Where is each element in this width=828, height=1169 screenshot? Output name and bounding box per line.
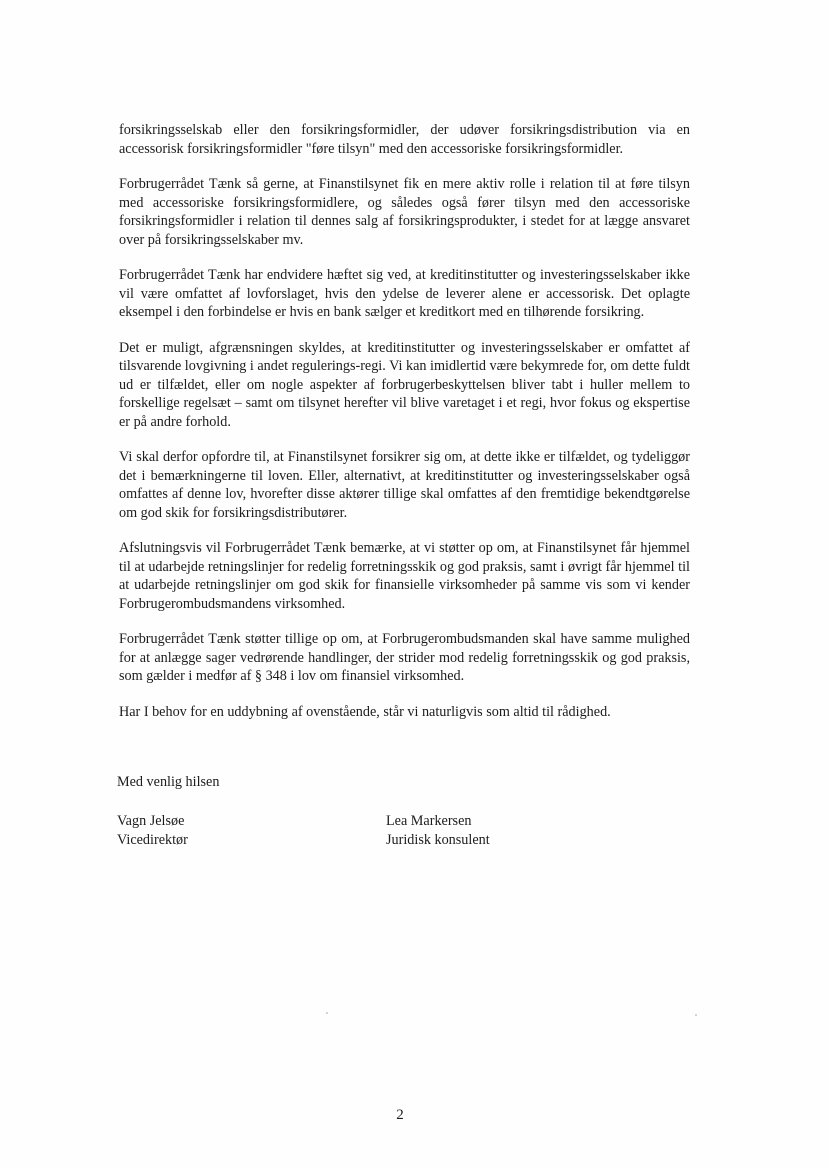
paragraph: Forbrugerrådet Tænk støtter tillige op om, at Forbrugerombudsmanden skal have samme mulighed for at anlægge sager vedrørende handlinger, der strider mod redelig forretningsskik og god praksis, som gælder i medfør af § 348 i lov om finansiel virksomhed. — [119, 631, 690, 684]
signatory-name: Lea Markersen — [386, 813, 472, 829]
paragraph: Afslutningsvis vil Forbrugerrådet Tænk bemærke, at vi støtter op om, at Finanstilsynet får hjemmel til at udarbejde retningslinjer for redelig forretningsskik og god praksis, samt i øvrigt får hjemmel til at udarbejde retningslinjer om god skik for finansielle virksomheder på samme vis som vi kender Forbrugerombudsmandens virksomhed. — [119, 540, 690, 612]
signatory-title: Juridisk konsulent — [386, 831, 490, 848]
paragraph: Forbrugerrådet Tænk så gerne, at Finanstilsynet fik en mere aktiv rolle i relation til at føre tilsyn med accessoriske forsikringsformidlere, og således også fører tilsyn med den accessoriske forsikringsformidler i relation til dennes salg af forsikringsprodukter, i stedet for at lægge ansvaret over på forsikringsselskaber mv. — [119, 176, 690, 248]
letter-body — [119, 121, 690, 738]
closing-salutation: Med venlig hilsen — [117, 774, 220, 790]
paragraph: Forbrugerrådet Tænk har endvidere hæftet sig ved, at kreditinstitutter og investeringsselskaber ikke vil være omfattet af lovforslaget, hvis den ydelse de leverer alene er accessorisk. Det oplagte eksempel i den forbindelse er hvis en bank sælger et kreditkort med en tilhørende forsikring. — [119, 267, 690, 320]
paragraph: forsikringsselskab eller den forsikringsformidler, der udøver forsikringsdistribution via en accessorisk forsikringsformidler "føre tilsyn" med den accessoriske forsikringsformidler. — [119, 122, 690, 157]
signatory-name: Vagn Jelsøe — [117, 813, 185, 829]
paragraph: Vi skal derfor opfordre til, at Finanstilsynet forsikrer sig om, at dette ikke er tilfældet, og tydeliggør det i bemærkningerne til loven. Eller, alternativt, at kreditinstitutter og investeringsselskaber også omfattes af denne lov, hvorefter disse aktører tillige skal omfattes af den fremtidige bekendtgørelse om god skik for forsikringsdistributører. — [119, 449, 690, 521]
scan-speck — [695, 1014, 697, 1016]
signature-block-left — [117, 812, 188, 849]
paragraph: Har I behov for en uddybning af ovenstående, står vi naturligvis som altid til rådighed. — [119, 703, 611, 720]
scan-speck — [326, 1012, 328, 1014]
page-number: 2 — [396, 1107, 404, 1123]
signature-block-right — [386, 812, 490, 849]
signatory-title: Vicedirektør — [117, 831, 188, 848]
paragraph: Det er muligt, afgrænsningen skyldes, at kreditinstitutter og investeringsselskaber er omfattet af tilsvarende lovgivning i andet regulerings-regi. Vi kan imidlertid være bekymrede for, om dette fuldt ud er tilfældet, eller om nogle aspekter af forbrugerbeskyttelsen bliver tabt i huller mellem to forskellige regelsæt – samt om tilsynet herefter vil blive varetaget i et regi, hvor fokus og ekspertise er på andre forhold. — [119, 339, 690, 430]
